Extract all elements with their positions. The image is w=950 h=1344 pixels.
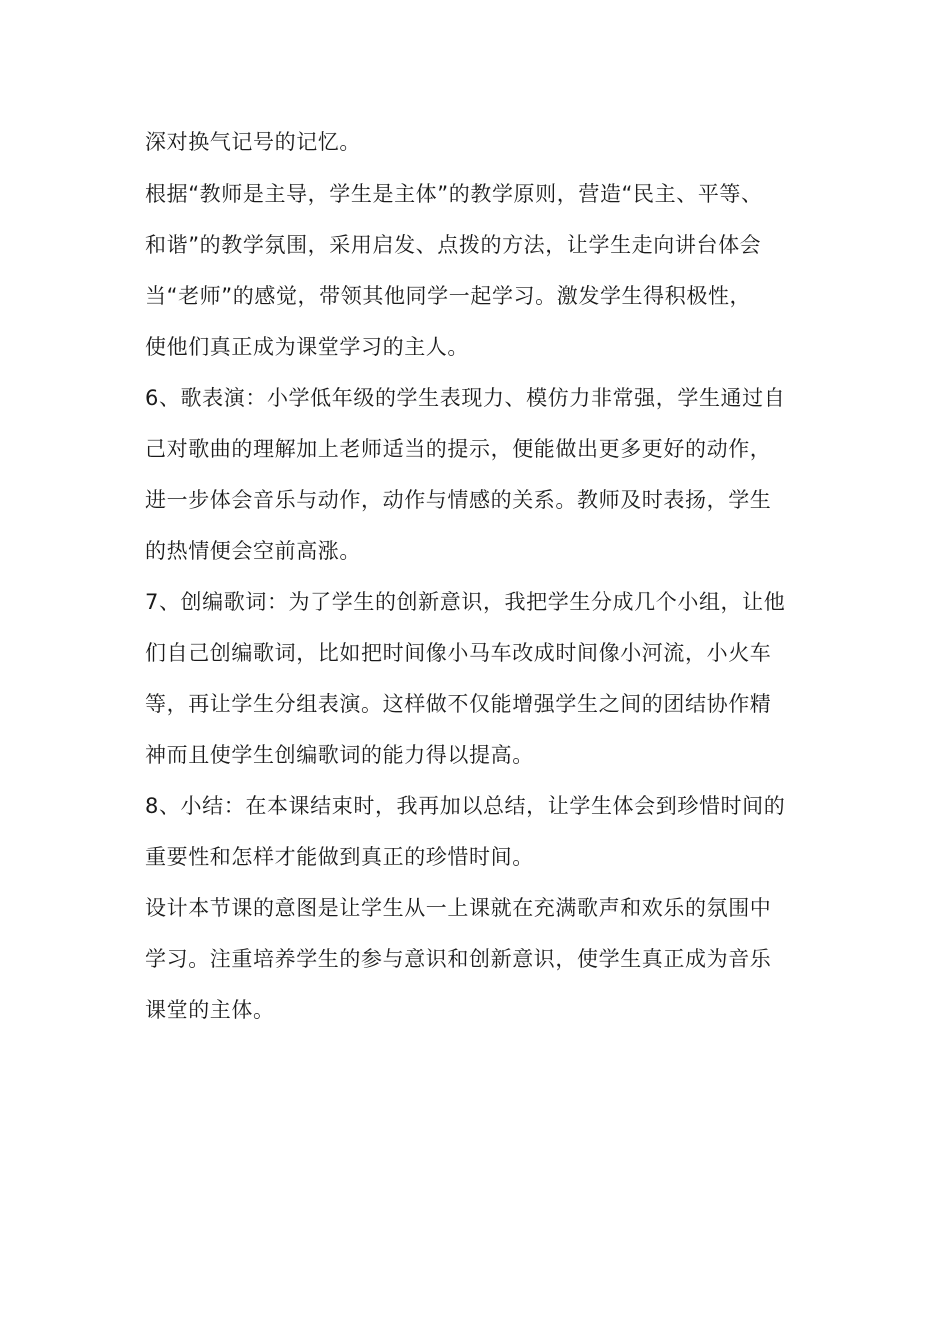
- text-line-4: 当“老师”的感觉，带领其他同学一起学习。激发学生得积极性，: [145, 284, 752, 308]
- text-line-3: 和谐”的教学氛围，采用启发、点拨的方法，让学生走向讲台体会: [145, 233, 762, 257]
- text-line-18: 课堂的主体。: [145, 998, 275, 1022]
- text-line-17: 学习。注重培养学生的参与意识和创新意识，使学生真正成为音乐: [145, 947, 772, 971]
- text-line-8: 进一步体会音乐与动作，动作与情感的关系。教师及时表扬，学生: [145, 488, 772, 512]
- text-line-10: 7、创编歌词：为了学生的创新意识，我把学生分成几个小组，让他: [145, 590, 786, 614]
- text-line-5: 使他们真正成为课堂学习的主人。: [145, 335, 469, 359]
- text-line-9: 的热情便会空前高涨。: [145, 539, 361, 563]
- text-line-2: 根据“教师是主导，学生是主体”的教学原则，营造“民主、平等、: [145, 182, 763, 206]
- text-line-15: 重要性和怎样才能做到真正的珍惜时间。: [145, 845, 534, 869]
- text-line-11: 们自己创编歌词，比如把时间像小马车改成时间像小河流，小火车: [145, 641, 772, 665]
- text-line-7: 己对歌曲的理解加上老师适当的提示，便能做出更多更好的动作，: [145, 437, 772, 461]
- text-line-12: 等，再让学生分组表演。这样做不仅能增强学生之间的团结协作精: [145, 692, 772, 716]
- text-line-14: 8、小结：在本课结束时，我再加以总结，让学生体会到珍惜时间的: [145, 794, 786, 818]
- text-line-1: 深对换气记号的记忆。: [145, 130, 361, 154]
- text-line-6: 6、歌表演：小学低年级的学生表现力、模仿力非常强，学生通过自: [145, 386, 786, 410]
- text-line-13: 神而且使学生创编歌词的能力得以提高。: [145, 743, 534, 767]
- text-line-16: 设计本节课的意图是让学生从一上课就在充满歌声和欢乐的氛围中: [145, 896, 772, 920]
